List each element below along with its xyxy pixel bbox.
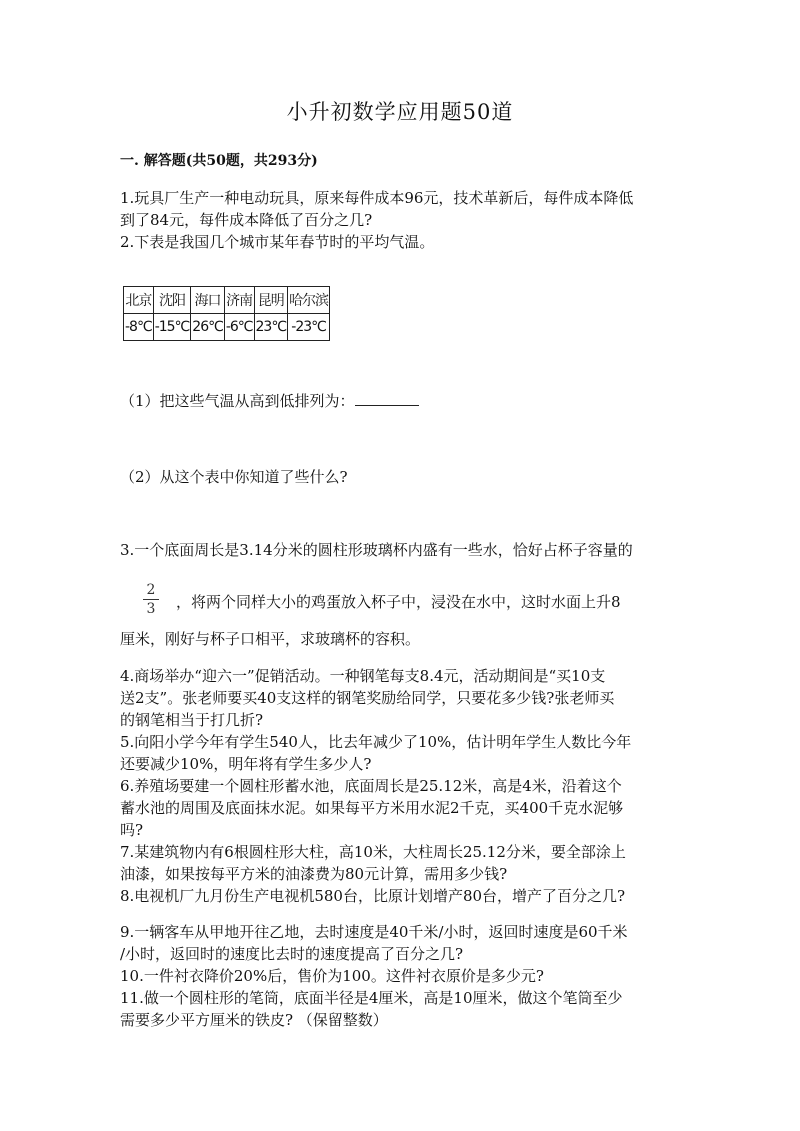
question-line: 1.玩具厂生产一种电动玩具，原来每件成本96元，技术革新后，每件成本降低 xyxy=(120,189,634,207)
fraction-bar xyxy=(143,599,159,600)
table-cell: -15℃ xyxy=(153,314,191,341)
table-cell: 23℃ xyxy=(254,314,288,341)
question-line: 蓄水池的周围及底面抹水泥。如果每平方米用水泥2千克，买400千克水泥够 xyxy=(120,799,624,817)
question-line: 10.一件衬衣降价20%后，售价为100。这件衬衣原价是多少元? xyxy=(120,967,544,985)
table-cell: 哈尔滨 xyxy=(288,287,330,314)
table-cell: 北京 xyxy=(124,287,154,314)
section-heading: 一. 解答题(共50题，共293分) xyxy=(120,153,318,169)
table-cell: 海口 xyxy=(191,287,225,314)
table-row xyxy=(124,287,330,314)
question-line: 2.下表是我国几个城市某年春节时的平均气温。 xyxy=(120,233,435,251)
question-line: 还要减少10%，明年将有学生多少人? xyxy=(120,755,372,773)
question-line: 9.一辆客车从甲地开往乙地，去时速度是40千米/小时，返回时速度是60千米 xyxy=(120,923,628,941)
fraction xyxy=(143,582,159,617)
question-line: 11.做一个圆柱形的笔筒，底面半径是4厘米，高是10厘米，做这个笔筒至少 xyxy=(120,989,623,1007)
question-line: 6.养殖场要建一个圆柱形蓄水池，底面周长是25.12米，高是4米，沿着这个 xyxy=(120,777,622,795)
table-cell: 26℃ xyxy=(191,314,225,341)
sub-question-1 xyxy=(120,390,419,412)
question-line: 3.一个底面周长是3.14分米的圆柱形玻璃杯内盛有一些水，恰好占杯子容量的 xyxy=(120,541,633,559)
table-cell: 沈阳 xyxy=(153,287,191,314)
table-cell: -6℃ xyxy=(224,314,254,341)
question-line: 油漆，如果按每平方米的油漆费为80元计算，需用多少钱? xyxy=(120,865,508,883)
question-line: 7.某建筑物内有6根圆柱形大柱，高10米，大柱周长25.12分米，要全部涂上 xyxy=(120,843,626,861)
table-cell: -8℃ xyxy=(124,314,154,341)
question-line: 到了84元，每件成本降低了百分之几? xyxy=(120,211,373,229)
fraction-numerator: 2 xyxy=(146,582,156,598)
question-line: 送2支”。张老师要买40支这样的钢笔奖励给同学，只要花多少钱?张老师买 xyxy=(120,689,615,707)
question-line: 需要多少平方厘米的铁皮? （保留整数） xyxy=(120,1011,388,1029)
fraction-denominator: 3 xyxy=(146,601,156,617)
sub-question-2: （2）从这个表中你知道了些什么? xyxy=(120,468,348,486)
table-cell: -23℃ xyxy=(288,314,330,341)
table-row xyxy=(124,314,330,341)
question-line: 5.向阳小学今年有学生540人，比去年减少了10%，估计明年学生人数比今年 xyxy=(120,733,632,751)
table-cell: 昆明 xyxy=(254,287,288,314)
question-line: 8.电视机厂九月份生产电视机580台，比原计划增产80台，增产了百分之几? xyxy=(120,887,626,905)
question-line: 的钢笔相当于打几折? xyxy=(120,711,264,729)
sub-question-text: （1）把这些气温从高到低排列为： xyxy=(120,392,355,410)
question-line: 厘米，刚好与杯子口相平，求玻璃杯的容积。 xyxy=(120,630,421,648)
question-line: 4.商场举办“迎六一”促销活动。一种钢笔每支8.4元，活动期间是“买10支 xyxy=(120,667,606,685)
answer-blank[interactable] xyxy=(355,391,419,406)
question-line: 吗? xyxy=(120,821,144,839)
page-title: 小升初数学应用题50道 xyxy=(286,100,514,124)
temperature-table xyxy=(123,286,330,341)
question-line: /小时，返回时的速度比去时的速度提高了百分之几? xyxy=(120,945,464,963)
question-line: ，将两个同样大小的鸡蛋放入杯子中，浸没在水中，这时水面上升8 xyxy=(176,593,621,611)
table-cell: 济南 xyxy=(224,287,254,314)
